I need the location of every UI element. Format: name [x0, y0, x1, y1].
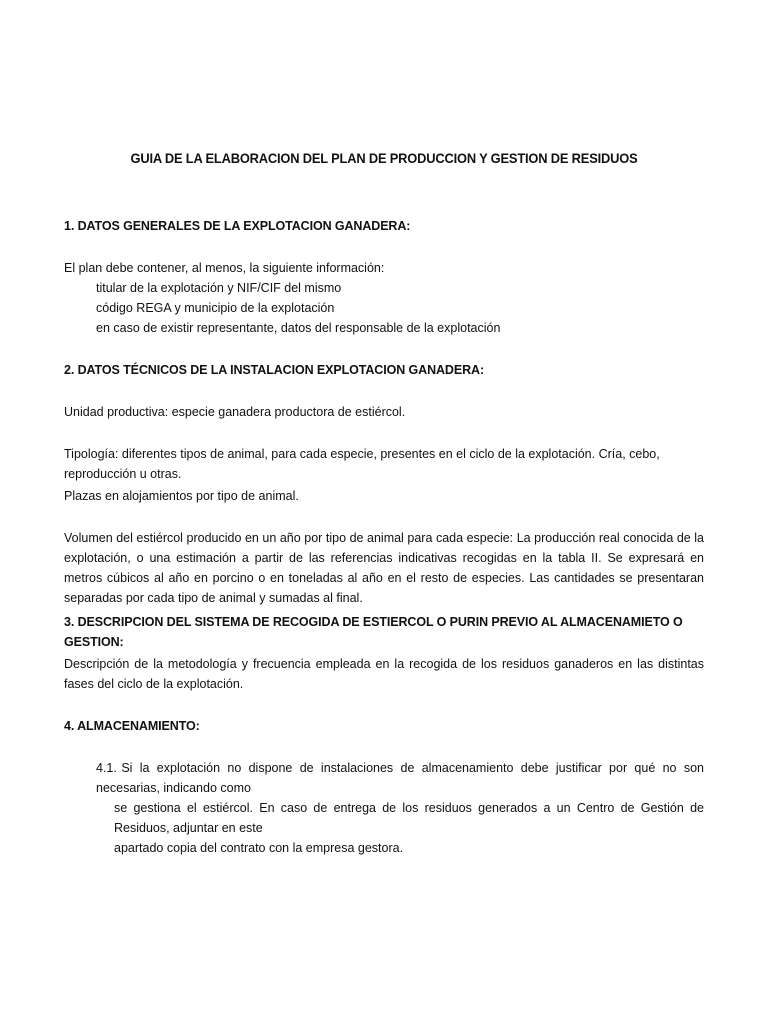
section-2-tipologia: Tipología: diferentes tipos de animal, para cada especie, presentes en el ciclo de la explotación. Cría, cebo, reproducción u otras. — [64, 447, 660, 481]
item-4-1-text-1: Si la explotación no dispone de instalaciones de almacenamiento debe justificar por qué no son necesarias, indicando como — [96, 761, 704, 795]
section-1-heading: 1. DATOS GENERALES DE LA EXPLOTACION GANADERA: — [64, 219, 411, 233]
section-2-unidad-productiva: Unidad productiva: especie ganadera productora de estiércol. — [64, 405, 406, 419]
section-2-plazas: Plazas en alojamientos por tipo de animal. — [64, 489, 299, 503]
document-title: GUIA DE LA ELABORACION DEL PLAN DE PRODUCCION Y GESTION DE RESIDUOS — [130, 150, 638, 166]
section-4-item-4-1 — [96, 758, 704, 858]
item-4-1-line-1 — [96, 758, 704, 798]
item-4-1-text-2: se gestiona el estiércol. En caso de entrega de los residuos generados a un Centro de Gestión de Residuos, adjuntar en este — [114, 801, 704, 835]
section-1-item-titular: titular de la explotación y NIF/CIF del mismo — [96, 281, 342, 295]
section-1-item-rega: código REGA y municipio de la explotación — [96, 301, 335, 315]
section-4-heading: 4. ALMACENAMIENTO: — [64, 719, 200, 733]
item-4-1-text-3: apartado copia del contrato con la empresa gestora. — [114, 841, 404, 855]
section-3-heading: 3. DESCRIPCION DEL SISTEMA DE RECOGIDA DE ESTIERCOL O PURIN PREVIO AL ALMACENAMIETO O GESTION: — [64, 615, 683, 649]
section-1-intro: El plan debe contener, al menos, la siguiente información: — [64, 261, 385, 275]
section-2-volumen: Volumen del estiércol producido en un año por tipo de animal para cada especie: La producción real conocida de la explotación, o una estimación a partir de las referencias indicativas recogidas en la tabla II. Se expresará en metros cúbicos al año en porcino o en toneladas al año en el resto de especies. Las cantidades se presentaran separadas por cada tipo de animal y sumadas al final. — [64, 531, 704, 605]
section-1-body — [64, 258, 704, 338]
item-4-1-number: 4.1. — [96, 761, 117, 775]
section-2-heading: 2. DATOS TÉCNICOS DE LA INSTALACION EXPLOTACION GANADERA: — [64, 363, 485, 377]
section-3-descripcion: Descripción de la metodología y frecuencia empleada en la recogida de los residuos ganaderos en las distintas fases del ciclo de la explotación. — [64, 657, 704, 691]
section-1-item-representante: en caso de existir representante, datos del responsable de la explotación — [96, 321, 501, 335]
